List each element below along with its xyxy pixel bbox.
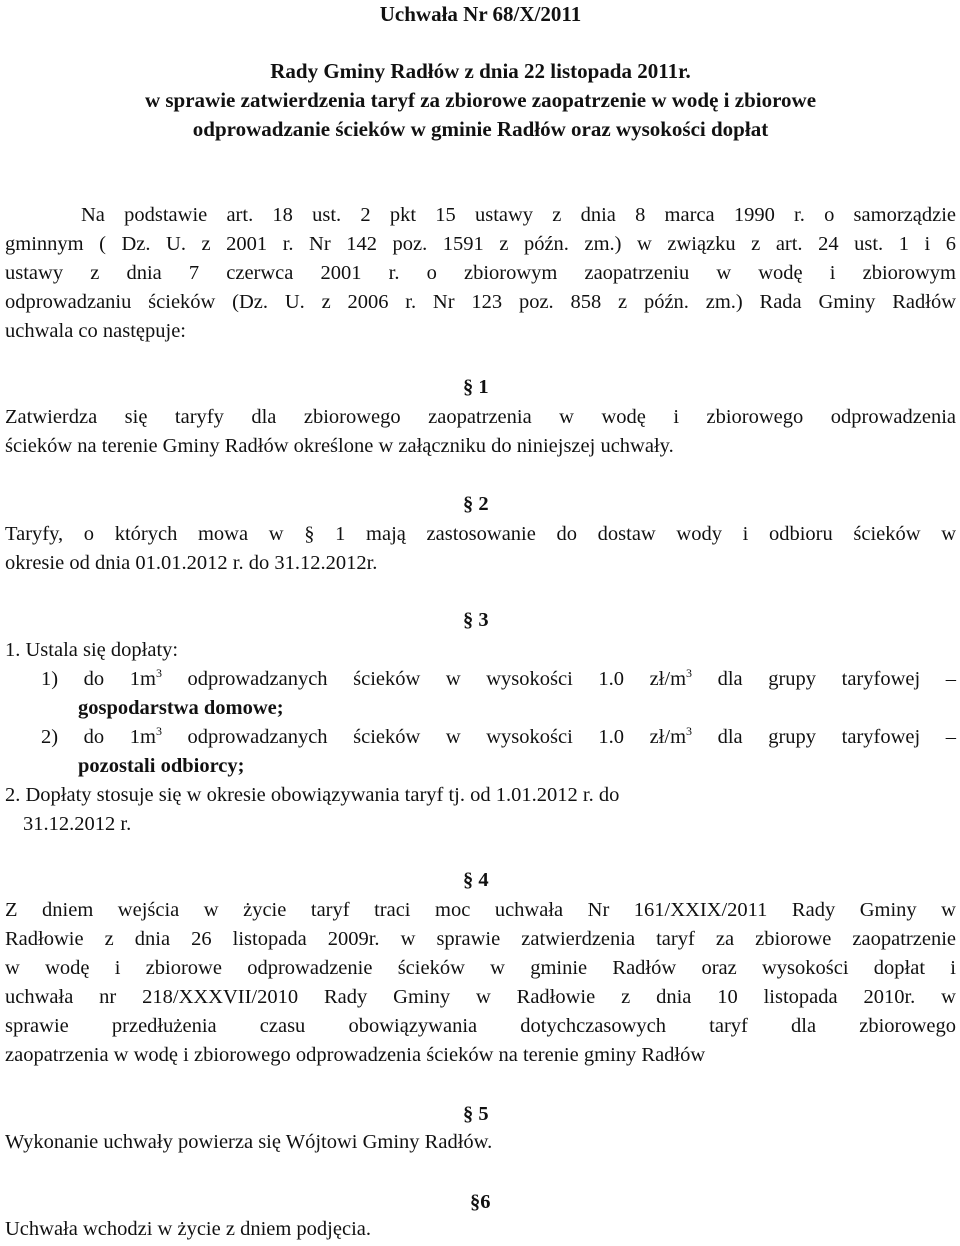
section-sign: § <box>470 1191 481 1213</box>
section-3-item-2-cont: 31.12.2012 r. <box>23 813 132 835</box>
preamble-line: gminnym ( Dz. U. z 2001 r. Nr 142 poz. 1591 z późn. zm.) w związku z art. 24 ust. 1 i 6 <box>5 233 956 255</box>
section-sign: § <box>463 869 474 891</box>
section-sign: § <box>463 609 474 631</box>
section-sign: § <box>463 493 474 515</box>
preamble-line: odprowadzaniu ścieków (Dz. U. z 2006 r. Nr 123 poz. 858 z późn. zm.) Rada Gminy Radłów <box>5 291 956 313</box>
subitem-2-text <box>41 723 956 752</box>
resolution-subject-line-1: w sprawie zatwierdzenia taryf za zbiorowe zaopatrzenie w wodę i zbiorowe <box>144 88 817 112</box>
section-1-line: Zatwierdza się taryfy dla zbiorowego zaopatrzenia w wodę i zbiorowego odprowadzenia <box>5 406 956 428</box>
subitem-2-part-c: dla grupy taryfowej – <box>692 726 957 748</box>
section-2-heading <box>463 490 489 519</box>
subitem-1-text <box>41 665 956 694</box>
section-6-line: Uchwała wchodzi w życie z dniem podjęcia. <box>5 1218 371 1240</box>
section-2-text-b: 1 mają zastosowanie do dostaw wody i odbioru ścieków w <box>335 523 957 545</box>
section-5-line: Wykonanie uchwały powierza się Wójtowi Gminy Radłów. <box>5 1131 493 1153</box>
section-4-body <box>5 896 956 1070</box>
section-3-heading <box>463 606 489 635</box>
section-4-line: sprawie przedłużenia czasu obowiązywania dotychczasowych taryf dla zbiorowego <box>5 1015 956 1037</box>
preamble <box>5 201 956 346</box>
section-3-item-1: 1. Ustala się dopłaty: <box>5 639 179 661</box>
superscript: 3 <box>686 666 693 680</box>
section-3-item-2: 2. Dopłaty stosuje się w okresie obowiązywania taryf tj. od 1.01.2012 r. do <box>5 784 620 806</box>
section-number: 2 <box>478 493 489 515</box>
superscript: 3 <box>155 666 162 680</box>
section-3-body <box>5 636 956 839</box>
subitem-2-group: pozostali odbiorcy; <box>78 755 245 777</box>
section-2-line: okresie od dnia 01.01.2012 r. do 31.12.2012r. <box>5 552 378 574</box>
section-4-line: Radłowie z dnia 26 listopada 2009r. w sprawie zatwierdzenia taryf za zbiorowe zaopatrzenie <box>5 928 956 950</box>
subitem-1-part-b: odprowadzanych ścieków w wysokości 1.0 zł/m <box>161 668 687 690</box>
section-sign: § <box>463 1103 474 1125</box>
resolution-number: Uchwała Nr 68/X/2011 <box>379 2 582 26</box>
section-6-body <box>5 1215 956 1244</box>
section-4-line: uchwała nr 218/XXXVII/2010 Rady Gminy w Radłowie z dnia 10 listopada 2010r. w <box>5 986 956 1008</box>
section-2-body <box>5 520 956 578</box>
section-number: 6 <box>480 1191 491 1213</box>
section-sign: § <box>463 376 474 398</box>
subitem-1-part-c: dla grupy taryfowej – <box>692 668 957 690</box>
subitem-1-group: gospodarstwa domowe; <box>78 697 284 719</box>
subitem-1-part-a: 1) do 1m <box>41 668 156 690</box>
section-4-line: Z dniem wejścia w życie taryf traci moc uchwała Nr 161/XXIX/2011 Rady Gminy w <box>5 899 956 921</box>
section-5-heading <box>463 1100 489 1129</box>
section-2-text-a: Taryfy, o których mowa w <box>5 523 284 545</box>
section-1-heading <box>463 373 489 402</box>
preamble-line: uchwala co następuje: <box>5 320 187 342</box>
superscript: 3 <box>686 724 693 738</box>
section-4-heading <box>463 866 489 895</box>
section-sign-inline: § <box>304 523 315 545</box>
section-5-body <box>5 1128 956 1157</box>
section-number: 3 <box>478 609 489 631</box>
subitem-2-part-b: odprowadzanych ścieków w wysokości 1.0 zł/m <box>161 726 687 748</box>
section-4-line: w wodę i zbiorowe odprowadzenie ścieków w gminie Radłów oraz wysokości dopłat i <box>5 957 956 979</box>
section-3-subitem-1 <box>5 665 956 723</box>
section-3-subitem-2 <box>5 723 956 781</box>
resolution-council-date: Rady Gminy Radłów z dnia 22 listopada 2011r. <box>270 59 691 83</box>
section-number: 5 <box>478 1103 489 1125</box>
section-6-heading <box>470 1188 491 1217</box>
section-2-line <box>5 520 956 549</box>
section-1-line: ścieków na terenie Gminy Radłów określone w załączniku do niniejszej uchwały. <box>5 435 674 457</box>
subitem-2-part-a: 2) do 1m <box>41 726 156 748</box>
section-number: 4 <box>478 869 489 891</box>
resolution-subject-line-2: odprowadzanie ścieków w gminie Radłów oraz wysokości dopłat <box>192 117 769 141</box>
section-1-body <box>5 403 956 461</box>
section-number: 1 <box>478 376 489 398</box>
preamble-line: ustawy z dnia 7 czerwca 2001 r. o zbiorowym zaopatrzeniu w wodę i zbiorowym <box>5 262 956 284</box>
preamble-line: Na podstawie art. 18 ust. 2 pkt 15 ustawy z dnia 8 marca 1990 r. o samorządzie <box>81 204 956 226</box>
section-4-line: zaopatrzenia w wodę i zbiorowego odprowadzenia ścieków na terenie gminy Radłów <box>5 1044 706 1066</box>
superscript: 3 <box>155 724 162 738</box>
